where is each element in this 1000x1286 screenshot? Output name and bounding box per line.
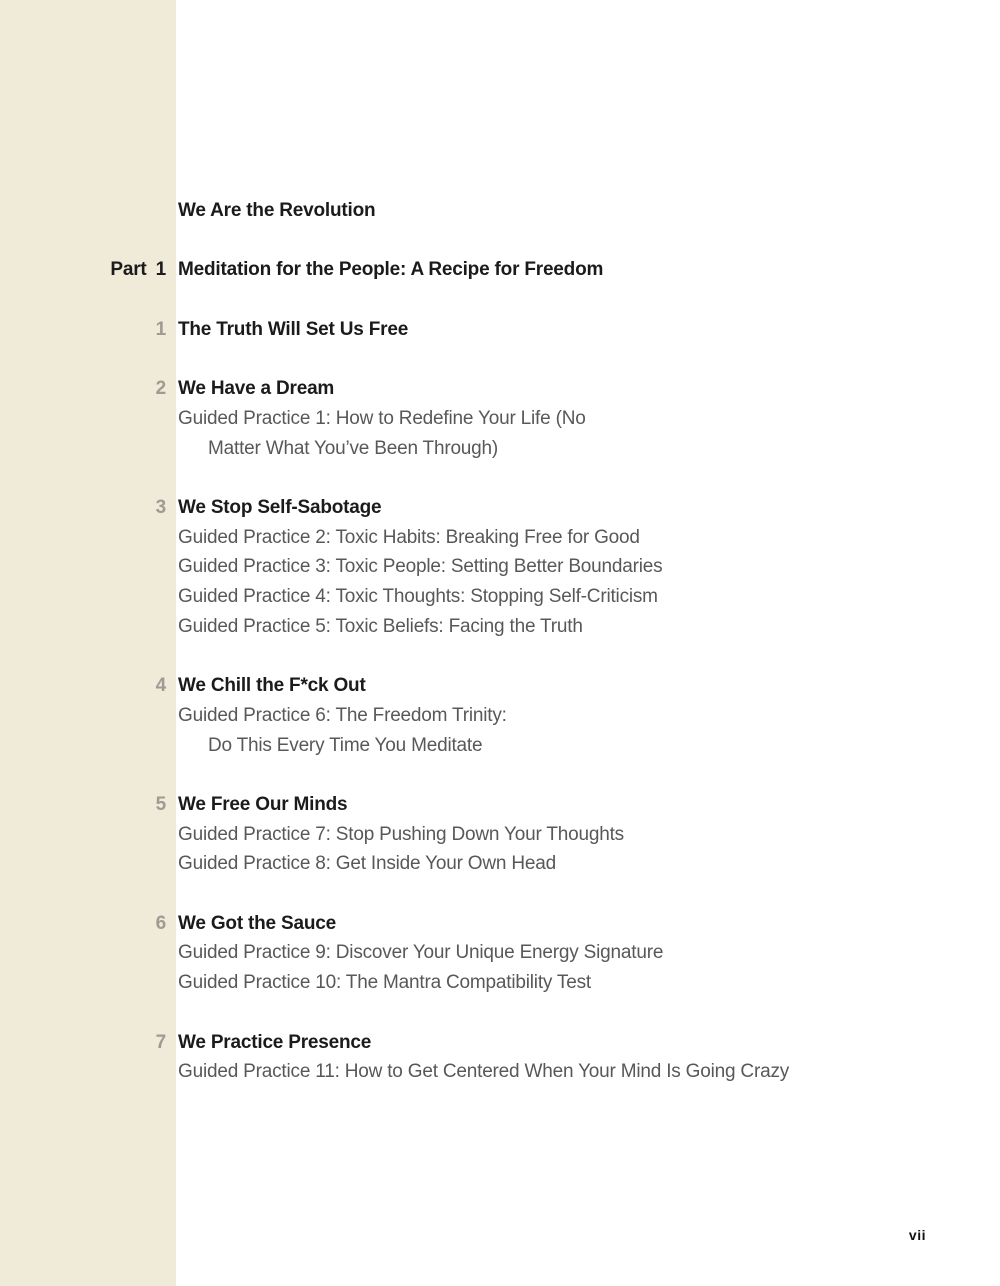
practice-row — [0, 731, 1000, 761]
practice-line: Do This Every Time You Meditate — [208, 734, 483, 756]
practice-row — [0, 849, 1000, 879]
chapter-title: We Practice Presence — [178, 1031, 372, 1053]
practice-line: Guided Practice 10: The Mantra Compatibility Test — [178, 972, 591, 994]
chapter-heading-row — [0, 374, 1000, 404]
front-item-title: We Are the Revolution — [178, 200, 376, 221]
practice-row — [0, 404, 1000, 434]
chapter-title: We Have a Dream — [178, 378, 335, 400]
chapter-heading-row — [0, 315, 1000, 345]
chapter-number: 7 — [155, 1031, 166, 1053]
practice-row — [0, 434, 1000, 464]
practice-row — [0, 938, 1000, 968]
chapter-title: We Stop Self-Sabotage — [178, 496, 382, 518]
chapter-heading-row — [0, 790, 1000, 820]
toc-chapter — [0, 374, 1000, 463]
chapter-number: 4 — [155, 675, 166, 697]
practice-row — [0, 968, 1000, 998]
practice-row — [0, 701, 1000, 731]
toc-front-item — [0, 196, 1000, 226]
practice-line: Guided Practice 9: Discover Your Unique Energy Signature — [178, 942, 664, 964]
practice-line: Guided Practice 8: Get Inside Your Own Head — [178, 853, 556, 875]
toc-chapter — [0, 493, 1000, 642]
chapter-number: 5 — [155, 793, 166, 815]
practice-row — [0, 552, 1000, 582]
chapter-number: 1 — [155, 318, 166, 340]
practice-row — [0, 523, 1000, 553]
practice-line: Guided Practice 6: The Freedom Trinity: — [178, 704, 507, 726]
chapter-title: We Got the Sauce — [178, 912, 336, 934]
chapter-list — [0, 315, 1000, 1087]
toc-chapter — [0, 315, 1000, 345]
toc-chapter — [0, 909, 1000, 998]
toc-chapter — [0, 1028, 1000, 1087]
chapter-title: We Free Our Minds — [178, 793, 348, 815]
practice-line: Guided Practice 2: Toxic Habits: Breaking Free for Good — [178, 526, 640, 548]
practice-row — [0, 582, 1000, 612]
chapter-heading-row — [0, 909, 1000, 939]
chapter-heading-row — [0, 493, 1000, 523]
practice-row — [0, 820, 1000, 850]
toc-chapter — [0, 671, 1000, 760]
practice-line: Guided Practice 1: How to Redefine Your Life (No — [178, 407, 586, 429]
practice-line: Guided Practice 7: Stop Pushing Down Your Thoughts — [178, 823, 624, 845]
practice-line: Guided Practice 4: Toxic Thoughts: Stopping Self-Criticism — [178, 586, 658, 608]
part-title: Meditation for the People: A Recipe for Freedom — [178, 259, 604, 281]
practice-line: Guided Practice 5: Toxic Beliefs: Facing the Truth — [178, 615, 583, 637]
chapter-heading-row — [0, 671, 1000, 701]
practice-line: Matter What You’ve Been Through) — [208, 437, 499, 459]
toc-chapter — [0, 790, 1000, 879]
page-number: vii — [908, 1227, 926, 1243]
practice-row — [0, 612, 1000, 642]
chapter-number: 6 — [155, 912, 166, 934]
practice-line: Guided Practice 11: How to Get Centered When Your Mind Is Going Crazy — [178, 1061, 790, 1083]
chapter-title: The Truth Will Set Us Free — [178, 318, 409, 340]
chapter-heading-row — [0, 1028, 1000, 1058]
chapter-title: We Chill the F*ck Out — [178, 675, 366, 697]
practice-line: Guided Practice 3: Toxic People: Setting Better Boundaries — [178, 556, 663, 578]
part-label: Part 1 — [110, 259, 166, 281]
chapter-number: 3 — [155, 496, 166, 518]
chapter-number: 2 — [155, 378, 166, 400]
toc-part-row — [0, 255, 1000, 285]
practice-row — [0, 1057, 1000, 1087]
